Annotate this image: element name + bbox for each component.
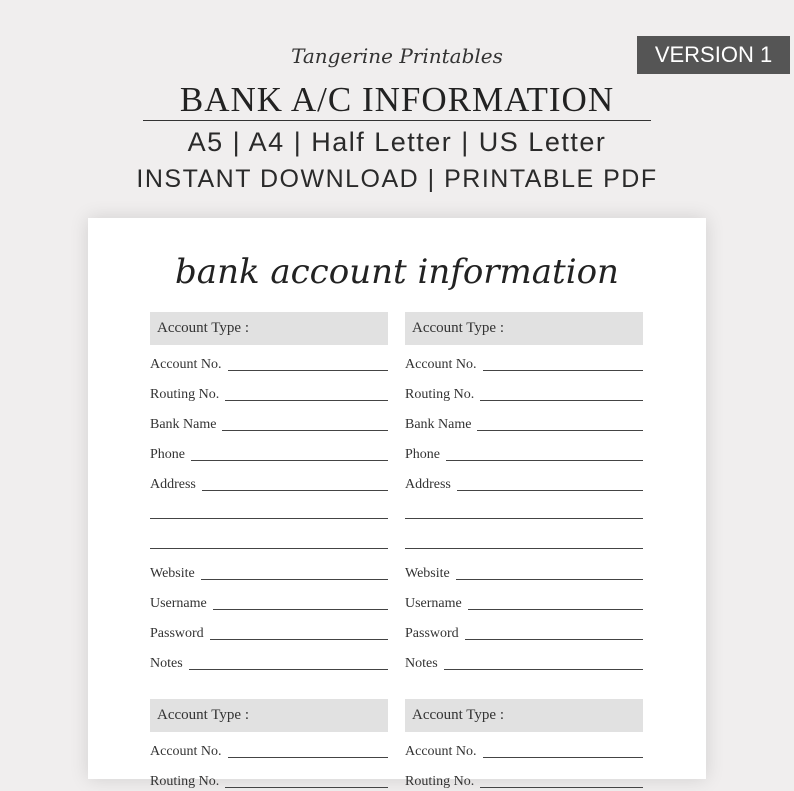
fill-line	[225, 400, 388, 401]
fill-line	[189, 669, 388, 670]
account-no-field	[150, 356, 388, 374]
field-label: Routing No.	[405, 774, 475, 789]
fill-line	[210, 639, 388, 640]
fill-line	[444, 669, 643, 670]
field-label: Bank Name	[405, 417, 472, 432]
field-label: Notes	[150, 656, 183, 671]
fill-line	[446, 460, 643, 461]
field-label: Routing No.	[405, 387, 475, 402]
password-field	[405, 625, 643, 643]
field-label: Address	[150, 477, 196, 492]
account-type-header: Account Type :	[405, 699, 643, 732]
fill-line	[201, 579, 388, 580]
format-list: A5 | A4 | Half Letter | US Letter	[187, 127, 607, 157]
notes-field	[405, 655, 643, 673]
field-label: Phone	[150, 447, 185, 462]
fill-line	[480, 787, 643, 788]
address-line	[405, 518, 643, 519]
account-type-header: Account Type :	[150, 699, 388, 732]
fill-line	[465, 639, 643, 640]
product-title: BANK A/C INFORMATION	[179, 80, 615, 119]
fill-line	[483, 370, 643, 371]
printable-sheet	[88, 218, 706, 789]
field-label: Account No.	[405, 357, 477, 372]
fill-line	[477, 430, 643, 431]
fill-line	[457, 490, 643, 491]
password-field	[150, 625, 388, 643]
routing-no-field	[150, 773, 388, 791]
website-field	[405, 565, 643, 583]
address-line	[150, 518, 388, 519]
routing-no-field	[150, 386, 388, 404]
field-label: Routing No.	[150, 774, 220, 789]
field-label: Account No.	[150, 357, 222, 372]
title-divider	[143, 120, 651, 121]
fill-line	[202, 490, 388, 491]
address-field	[405, 476, 643, 494]
fill-line	[228, 757, 388, 758]
username-field	[150, 595, 388, 613]
field-label: Account No.	[405, 744, 477, 759]
fill-line	[228, 370, 388, 371]
field-label: Username	[150, 596, 207, 611]
fill-line	[456, 579, 643, 580]
download-note: INSTANT DOWNLOAD | PRINTABLE PDF	[136, 165, 658, 193]
phone-field	[150, 446, 388, 464]
field-label: Bank Name	[150, 417, 217, 432]
field-label: Website	[150, 566, 195, 581]
fill-line	[468, 609, 643, 610]
routing-no-field	[405, 773, 643, 791]
account-no-field	[405, 743, 643, 761]
phone-field	[405, 446, 643, 464]
bank-name-field	[405, 416, 643, 434]
field-label: Account No.	[150, 744, 222, 759]
fill-line	[480, 400, 643, 401]
account-type-header: Account Type :	[405, 312, 643, 345]
field-label: Username	[405, 596, 462, 611]
fill-line	[222, 430, 388, 431]
fill-line	[213, 609, 388, 610]
fill-line	[225, 787, 388, 788]
field-label: Routing No.	[150, 387, 220, 402]
notes-field	[150, 655, 388, 673]
account-no-field	[405, 356, 643, 374]
fill-line	[191, 460, 388, 461]
username-field	[405, 595, 643, 613]
address-line	[405, 548, 643, 549]
field-label: Password	[150, 626, 204, 641]
address-line	[150, 548, 388, 549]
account-type-header: Account Type :	[150, 312, 388, 345]
bank-name-field	[150, 416, 388, 434]
brand-name: Tangerine Printables	[291, 44, 503, 68]
field-label: Phone	[405, 447, 440, 462]
fill-line	[483, 757, 643, 758]
routing-no-field	[405, 386, 643, 404]
address-field	[150, 476, 388, 494]
field-label: Address	[405, 477, 451, 492]
field-label: Website	[405, 566, 450, 581]
sheet-title: bank account information	[175, 252, 619, 292]
account-no-field	[150, 743, 388, 761]
website-field	[150, 565, 388, 583]
field-label: Password	[405, 626, 459, 641]
field-label: Notes	[405, 656, 438, 671]
version-badge: VERSION 1	[637, 36, 790, 74]
